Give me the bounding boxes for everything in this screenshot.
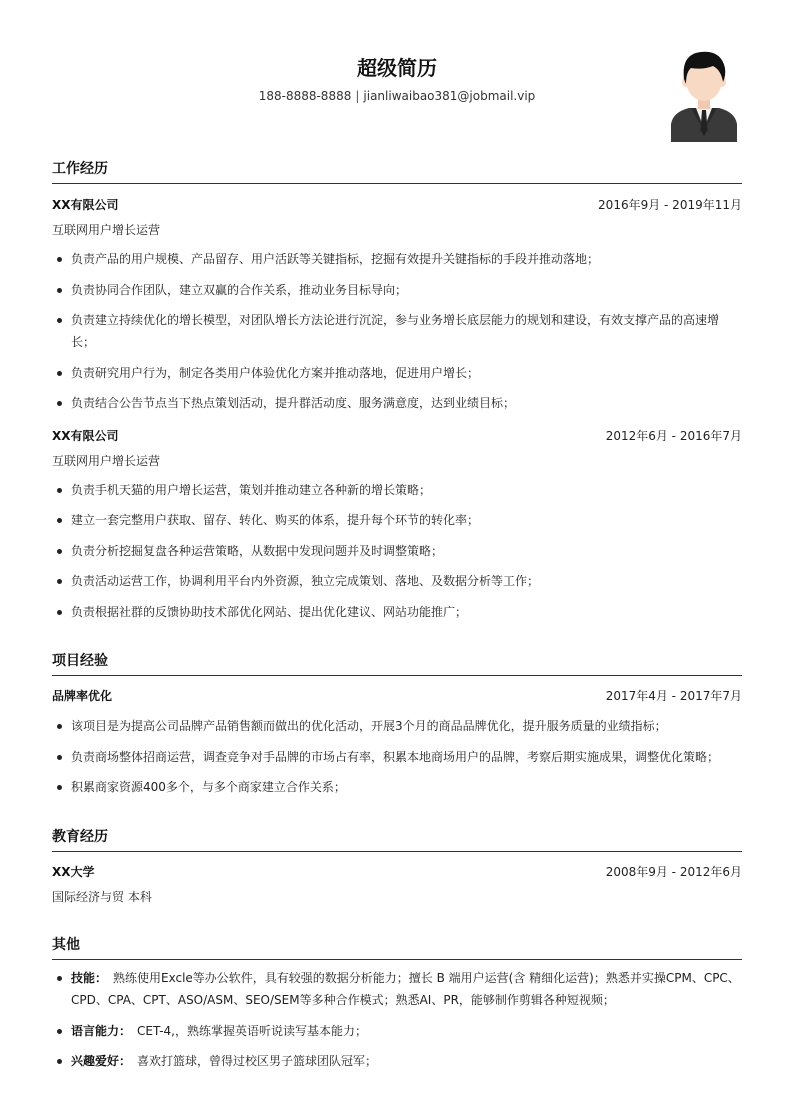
job-company: XX有限公司 — [52, 198, 119, 212]
email-address: jianliwaibao381@jobmail.vip — [363, 89, 536, 103]
other-item-skills — [52, 967, 742, 1011]
bullet-dot-icon — [57, 518, 62, 523]
resume-header — [0, 0, 794, 150]
bullet-dot-icon — [57, 1029, 62, 1034]
other-item-hobbies — [52, 1050, 742, 1072]
project-bullet: 积累商家资源400多个，与多个商家建立合作关系； — [52, 776, 742, 798]
bullet-dot-icon — [57, 724, 62, 729]
school-name: XX大学 — [52, 865, 95, 879]
other-item-label: 语言能力： — [71, 1024, 132, 1038]
job-bullet: 负责根据社群的反馈协助技术部优化网站、提出优化建议、网站功能推广； — [52, 601, 742, 623]
job-role: 互联网用户增长运营 — [52, 454, 161, 468]
job-period: 2012年6月 - 2016年7月 — [605, 429, 742, 443]
job-bullet: 负责协同合作团队，建立双赢的合作关系，推动业务目标导向； — [52, 279, 742, 301]
section-title-projects: 项目经验 — [52, 650, 742, 676]
other-item-text: CET-4,，熟练掌握英语听说读写基本能力； — [137, 1024, 367, 1038]
job-bullet: 建立一套完整用户获取、留存、转化、购买的体系，提升每个环节的转化率； — [52, 509, 742, 531]
bullet-dot-icon — [57, 785, 62, 790]
other-item-text: 喜欢打篮球，曾得过校区男子篮球团队冠军； — [137, 1054, 378, 1068]
candidate-name: 超级简历 — [357, 56, 437, 80]
section-title-other: 其他 — [52, 934, 742, 960]
job-bullet: 负责研究用户行为，制定各类用户体验优化方案并推动落地，促进用户增长； — [52, 362, 742, 384]
project-header — [52, 687, 742, 703]
section-title-work: 工作经历 — [52, 158, 742, 184]
other-item-text: 熟练使用Excle等办公软件，具有较强的数据分析能力；擅长 B 端用户运营(含 精细化运营)；熟悉并实操CPM、CPC、CPD、CPA、CPT、ASO/ASM、SEO/SEM等多种合作模式；熟悉AI、PR，能够制作剪辑各种短视频； — [71, 971, 740, 1007]
bullet-dot-icon — [57, 401, 62, 406]
job-header — [52, 427, 742, 443]
bullet-dot-icon — [57, 549, 62, 554]
education-period: 2008年9月 - 2012年6月 — [605, 865, 742, 879]
bullet-dot-icon — [57, 1059, 62, 1064]
other-item-label: 兴趣爱好： — [71, 1054, 132, 1068]
phone-number: 188-8888-8888 — [258, 89, 352, 103]
bullet-dot-icon — [57, 257, 62, 262]
bullet-dot-icon — [57, 976, 62, 981]
bullet-dot-icon — [57, 488, 62, 493]
bullet-dot-icon — [57, 755, 62, 760]
job-bullet: 负责活动运营工作，协调利用平台内外资源，独立完成策划、落地、及数据分析等工作； — [52, 570, 742, 592]
job-bullet: 负责建立持续优化的增长模型，对团队增长方法论进行沉淀，参与业务增长底层能力的规划和建设，有效支撑产品的高速增长； — [52, 309, 742, 353]
project-period: 2017年4月 - 2017年7月 — [605, 689, 742, 703]
job-bullet: 负责结合公告节点当下热点策划活动，提升群活动度、服务满意度，达到业绩目标； — [52, 392, 742, 414]
job-bullet: 负责分析挖掘复盘各种运营策略，从数据中发现问题并及时调整策略； — [52, 540, 742, 562]
project-name: 品牌率优化 — [52, 689, 113, 703]
avatar-icon — [669, 46, 739, 142]
other-item-language — [52, 1020, 742, 1042]
job-bullet: 负责产品的用户规模、产品留存、用户活跃等关键指标，挖掘有效提升关键指标的手段并推动落地； — [52, 248, 742, 270]
bullet-dot-icon — [57, 318, 62, 323]
job-company: XX有限公司 — [52, 429, 119, 443]
education-major: 国际经济与贸 本科 — [52, 890, 152, 904]
job-role: 互联网用户增长运营 — [52, 223, 161, 237]
education-header — [52, 863, 742, 879]
bullet-dot-icon — [57, 579, 62, 584]
contact-separator: | — [355, 89, 360, 103]
bullet-dot-icon — [57, 610, 62, 615]
section-title-education: 教育经历 — [52, 826, 742, 852]
job-bullet: 负责手机天猫的用户增长运营，策划并推动建立各种新的增长策略； — [52, 479, 742, 501]
other-item-label: 技能： — [71, 971, 108, 985]
job-header — [52, 196, 742, 212]
job-period: 2016年9月 - 2019年11月 — [598, 198, 742, 212]
bullet-dot-icon — [57, 371, 62, 376]
project-bullet: 负责商场整体招商运营，调查竞争对手品牌的市场占有率，积累本地商场用户的品牌，考察后期实施成果，调整优化策略； — [52, 746, 742, 768]
bullet-dot-icon — [57, 288, 62, 293]
project-bullet: 该项目是为提高公司品牌产品销售额而做出的优化活动，开展3个月的商品品牌优化，提升服务质量的业绩指标； — [52, 715, 742, 737]
